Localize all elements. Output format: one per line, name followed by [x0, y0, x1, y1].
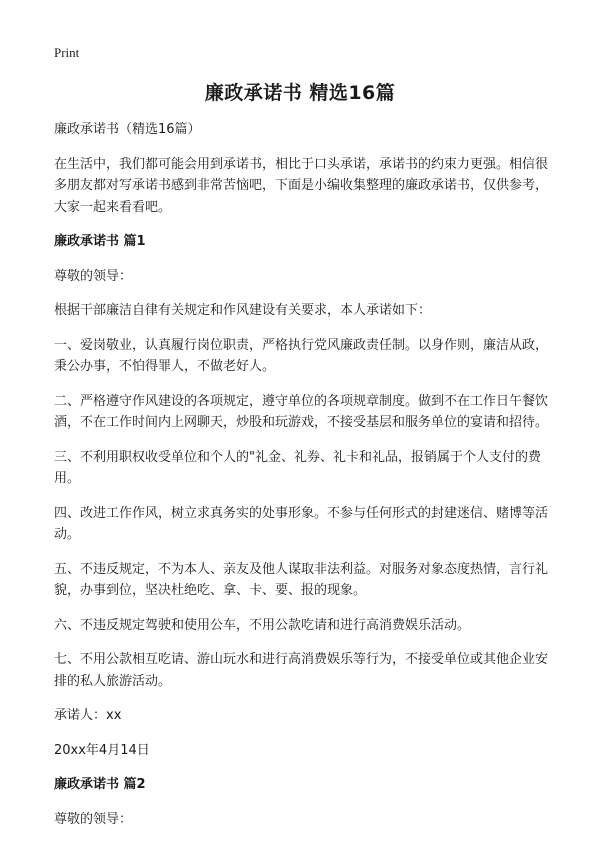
pledge-item: 三、不利用职权收受单位和个人的"礼金、礼券、礼卡和礼品，报销属于个人支付的费用。	[54, 449, 541, 486]
pledge-item: 七、不用公款相互吃请、游山玩水和进行高消费娱乐等行为，不接受单位或其他企业安排的私人旅游活动。	[54, 652, 549, 689]
document-body	[54, 119, 554, 843]
pledge-item: 四、改进工作作风，树立求真务实的处事形象。不参与任何形式的封建迷信、赌博等活动。	[54, 505, 549, 542]
section-heading-2: 廉政承诺书 篇2	[54, 777, 146, 792]
salutation: 尊敬的领导：	[54, 268, 133, 284]
salutation: 尊敬的领导：	[54, 811, 133, 827]
section-heading-1: 廉政承诺书 篇1	[54, 234, 146, 249]
lead-paragraph: 根据干部廉洁自律有关规定和作风建设有关要求，本人承诺如下：	[54, 303, 432, 318]
print-link[interactable]: Print	[54, 45, 80, 60]
intro-paragraph: 在生活中，我们都可能会用到承诺书，相比于口头承诺，承诺书的约束力更强。相信很多朋友都对写承诺书感到非常苦恼吧，下面是小编收集整理的廉政承诺书，仅供参考，大家一起来看看吧。	[54, 156, 549, 215]
pledge-item: 一、爱岗敬业，认真履行岗位职责，严格执行党风廉政责任制。以身作则，廉洁从政，秉公办事，不怕得罪人，不做老好人。	[54, 337, 549, 374]
pledge-item: 二、严格遵守作风建设的各项规定，遵守单位的各项规章制度。做到不在工作日午餐饮酒，不在工作时间内上网聊天，炒股和玩游戏，不接受基层和服务单位的宴请和招待。	[54, 393, 549, 430]
document-subtitle: 廉政承诺书（精选16篇）	[54, 122, 201, 137]
date: 20xx年4月14日	[54, 742, 150, 758]
page-title: 廉政承诺书 精选16篇	[204, 82, 396, 104]
pledge-item: 五、不违反规定，不为本人、亲友及他人谋取非法利益。对服务对象态度热情，言行礼貌，办事到位，坚决杜绝吃、拿、卡、要、报的现象。	[54, 561, 549, 598]
pledge-item: 六、不违反规定驾驶和使用公车，不用公款吃请和进行高消费娱乐活动。	[54, 617, 471, 633]
signer: 承诺人：xx	[54, 708, 122, 723]
